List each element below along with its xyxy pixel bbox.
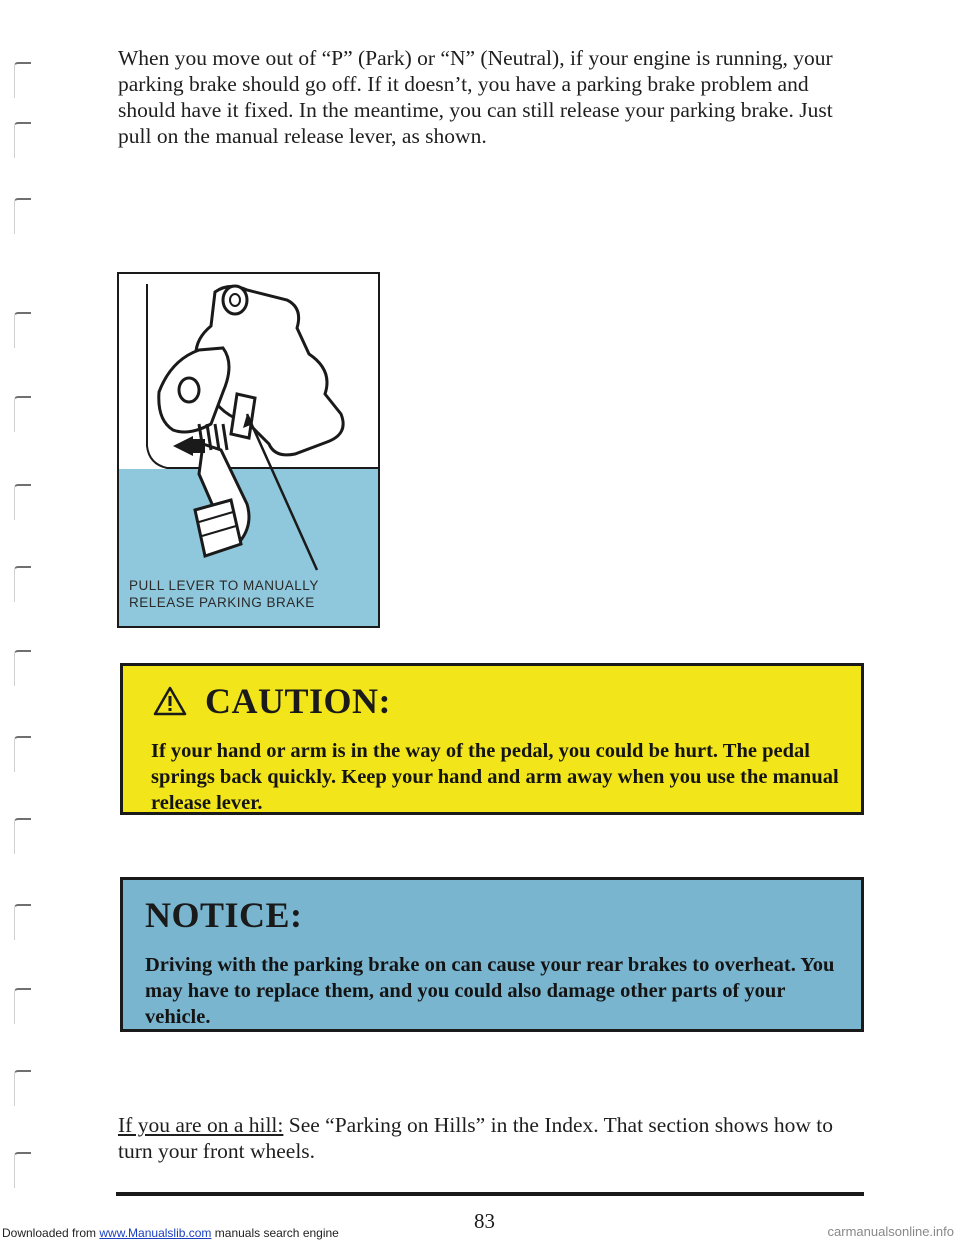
- margin-mark: [14, 1070, 31, 1106]
- caution-text: If your hand or arm is in the way of the pedal, you could be hurt. The pedal springs back quickly. Keep your hand and arm away when you use the manual release lever.: [151, 740, 839, 814]
- page-number: 83: [474, 1209, 495, 1233]
- notice-title: NOTICE:: [145, 895, 303, 935]
- notice-text: Driving with the parking brake on can cause your rear brakes to overheat. You may have to replace them, and you could also damage other parts of your vehicle.: [145, 954, 835, 1028]
- caution-heading: [153, 680, 391, 722]
- margin-mark: [14, 484, 31, 520]
- illustration-caption: [129, 577, 379, 611]
- footer-suffix: manuals search engine: [211, 1226, 339, 1240]
- intro-paragraph: When you move out of “P” (Park) or “N” (Neutral), if your engine is running, your parking brake should go off. If it doesn’t, you have a parking brake problem and should have it fixed. In the meantime, you can still release your parking brake. Just pull on the manual release lever, as shown.: [118, 46, 833, 148]
- caution-title: CAUTION:: [205, 681, 392, 721]
- margin-mark: [14, 566, 31, 602]
- notice-box: [120, 877, 864, 1032]
- margin-mark: [14, 650, 31, 686]
- hill-paragraph: [118, 1112, 858, 1164]
- pedal-lever-drawing: [119, 274, 378, 626]
- footer-rule: [116, 1192, 864, 1196]
- margin-mark: [14, 198, 31, 234]
- caption-line-1: PULL LEVER TO MANUALLY: [129, 578, 319, 593]
- margin-mark: [14, 904, 31, 940]
- download-footer: [2, 1226, 339, 1240]
- margin-mark: [14, 988, 31, 1024]
- margin-mark: [14, 122, 31, 158]
- margin-mark: [14, 736, 31, 772]
- caution-box: [120, 663, 864, 815]
- margin-mark: [14, 62, 31, 98]
- parking-brake-release-illustration: [117, 272, 380, 628]
- footer-prefix: Downloaded from: [2, 1226, 100, 1240]
- pull-arrow-icon: [173, 436, 193, 456]
- hill-text: See “Parking on Hills” in the Index. That section shows how to turn your front wheels.: [118, 1113, 833, 1163]
- margin-mark: [14, 396, 31, 432]
- notice-heading: [145, 894, 303, 936]
- warning-triangle-icon: [153, 686, 187, 716]
- margin-mark: [14, 1152, 31, 1188]
- caption-line-2: RELEASE PARKING BRAKE: [129, 595, 315, 610]
- margin-mark: [14, 818, 31, 854]
- manualslib-link[interactable]: www.Manualslib.com: [99, 1226, 212, 1240]
- watermark: carmanualsonline.info: [827, 1224, 954, 1239]
- margin-mark: [14, 312, 31, 348]
- hill-lead: If you are on a hill:: [118, 1113, 284, 1137]
